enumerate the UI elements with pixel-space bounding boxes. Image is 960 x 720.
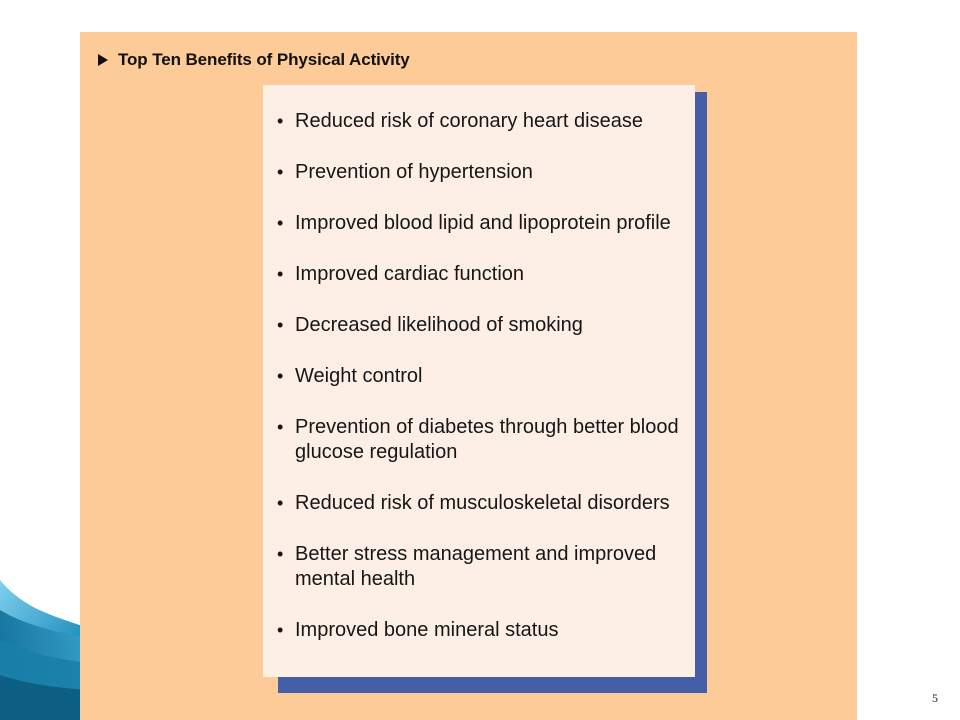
bullet-icon: • xyxy=(277,315,284,335)
bullet-icon: • xyxy=(277,111,284,131)
benefits-list xyxy=(277,109,687,669)
benefit-text: Prevention of hypertension xyxy=(295,161,533,183)
bullet-icon: • xyxy=(277,213,284,233)
figure-panel xyxy=(80,32,857,720)
benefit-text: Reduced risk of coronary heart disease xyxy=(295,110,643,132)
list-item xyxy=(277,160,687,185)
benefits-card xyxy=(263,85,695,677)
list-item xyxy=(277,262,687,287)
bullet-icon: • xyxy=(277,417,284,437)
list-item xyxy=(277,211,687,236)
page-number: 5 xyxy=(932,691,938,705)
list-item xyxy=(277,313,687,338)
benefit-text: Decreased likelihood of smoking xyxy=(295,314,583,336)
benefit-text: Better stress management and improved mental health xyxy=(295,543,657,590)
bullet-icon: • xyxy=(277,264,284,284)
triangle-right-icon xyxy=(98,54,108,66)
bullet-icon: • xyxy=(277,620,284,640)
figure-heading xyxy=(98,48,410,72)
bullet-icon: • xyxy=(277,493,284,513)
benefit-text: Prevention of diabetes through better blood glucose regulation xyxy=(295,416,679,463)
benefit-text: Improved bone mineral status xyxy=(295,619,559,641)
bullet-icon: • xyxy=(277,162,284,182)
list-item xyxy=(277,364,687,389)
list-item xyxy=(277,618,687,643)
list-item xyxy=(277,491,687,516)
list-item xyxy=(277,109,687,134)
benefit-text: Improved cardiac function xyxy=(295,263,525,285)
bullet-icon: • xyxy=(277,544,284,564)
list-item xyxy=(277,542,687,592)
figure-heading-text: Top Ten Benefits of Physical Activity xyxy=(118,50,410,69)
bullet-icon: • xyxy=(277,366,284,386)
list-item xyxy=(277,415,687,465)
benefit-text: Reduced risk of musculoskeletal disorders xyxy=(295,492,670,514)
benefit-text: Weight control xyxy=(295,365,423,387)
benefit-text: Improved blood lipid and lipoprotein profile xyxy=(295,212,671,234)
